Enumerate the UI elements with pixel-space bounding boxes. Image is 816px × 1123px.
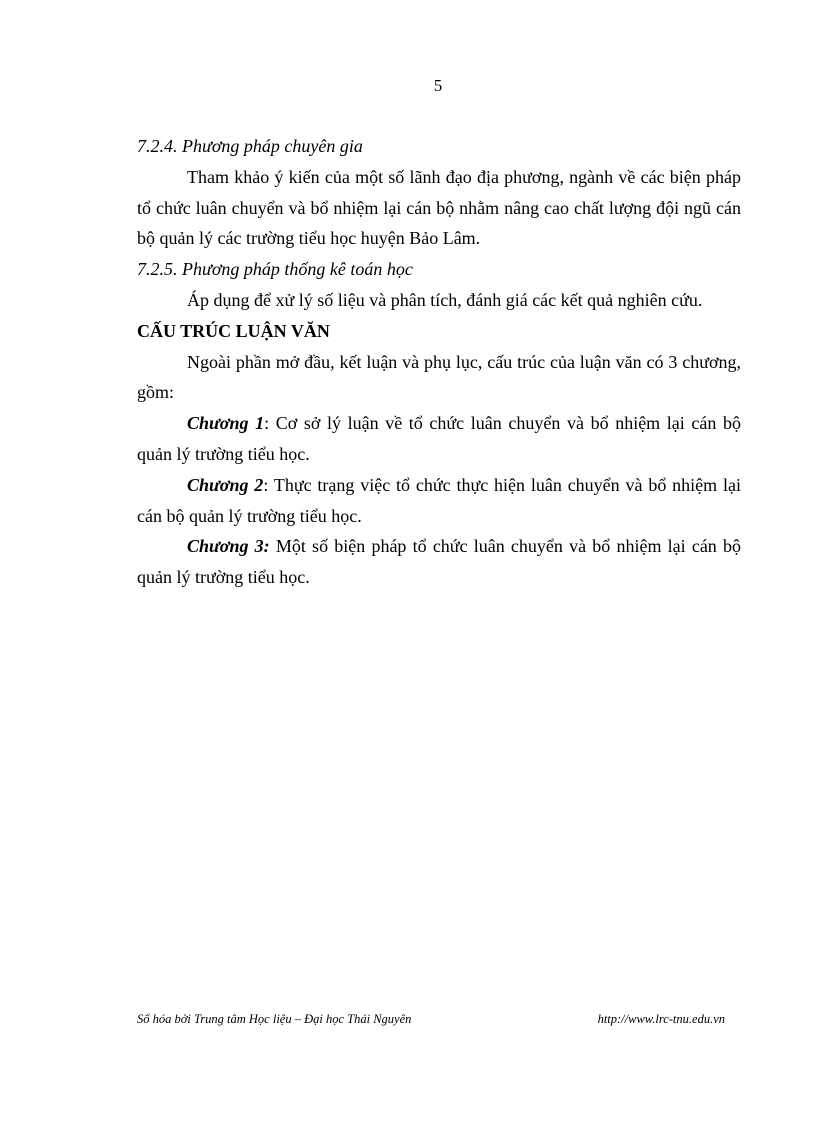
structure-heading: CẤU TRÚC LUẬN VĂN <box>137 320 330 341</box>
chapter-1-paragraph <box>137 408 741 470</box>
chapter-2-text: : Thực trạng việc tổ chức thực hiện luân chuyển và bổ nhiệm lại cán bộ quản lý trường tiểu học. <box>137 474 741 526</box>
section-paragraph-7-2-5: Áp dụng để xử lý số liệu và phân tích, đánh giá các kết quả nghiên cứu. <box>187 289 703 310</box>
chapter-1-label: Chương 1 <box>187 413 265 434</box>
page-number: 5 <box>433 76 443 95</box>
footer-credit: Số hóa bởi Trung tâm Học liệu – Đại học Thái Nguyên <box>137 1012 412 1026</box>
chapter-2-label: Chương 2 <box>187 474 264 495</box>
document-body <box>137 131 741 593</box>
chapter-1-text: : Cơ sở lý luận về tổ chức luân chuyển và bổ nhiệm lại cán bộ quản lý trường tiểu học. <box>137 413 741 464</box>
chapter-3-text: Một số biện pháp tổ chức luân chuyển và bổ nhiệm lại cán bộ quản lý trường tiểu học. <box>137 536 741 588</box>
structure-intro-paragraph: Ngoài phần mở đầu, kết luận và phụ lục, cấu trúc của luận văn có 3 chương, gồm: <box>137 351 741 403</box>
chapter-3-label: Chương 3: <box>187 536 270 557</box>
footer-url: http://www.lrc-tnu.edu.vn <box>597 1012 725 1026</box>
section-heading-7-2-4: 7.2.4. Phương pháp chuyên gia <box>137 136 363 156</box>
chapter-3-paragraph <box>137 531 741 593</box>
section-heading-7-2-5: 7.2.5. Phương pháp thống kê toán học <box>137 259 413 280</box>
chapter-2-paragraph <box>137 470 741 532</box>
section-paragraph-7-2-4: Tham khảo ý kiến của một số lãnh đạo địa phương, ngành về các biện pháp tổ chức luân chuyển và bổ nhiệm lại cán bộ nhằm nâng cao chất lượng đội ngũ cán bộ quản lý các trường tiểu học huyện Bảo Lâm. <box>137 166 741 249</box>
